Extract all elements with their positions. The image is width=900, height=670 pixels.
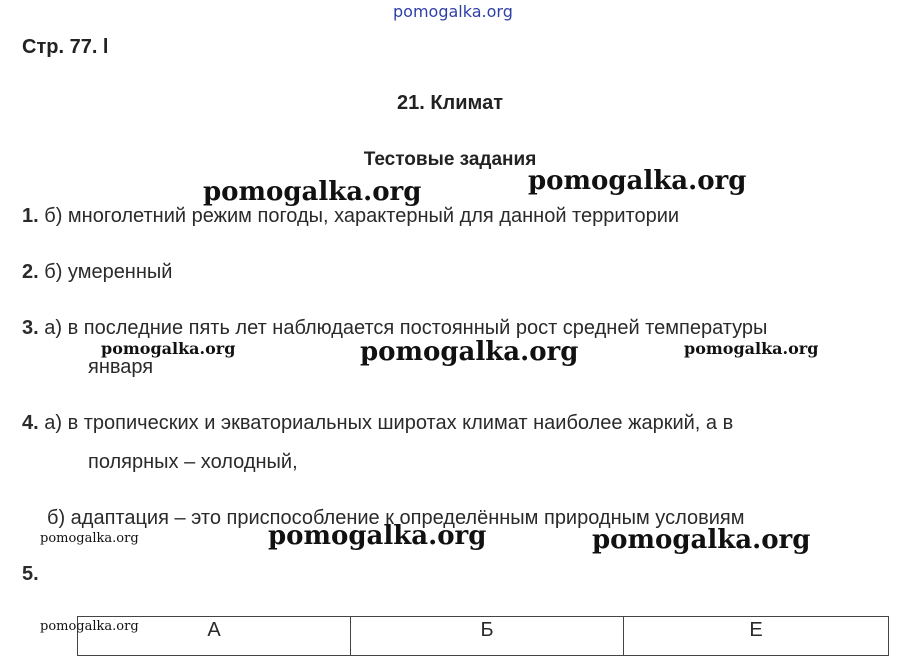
answer-4-continuation: полярных – холодный, (88, 451, 298, 473)
watermark: pomogalka.org (592, 525, 811, 555)
watermark: pomogalka.org (528, 166, 747, 196)
watermark: pomogalka.org (360, 337, 579, 367)
watermark: pomogalka.org (268, 521, 487, 551)
page-reference: Стр. 77. l (22, 36, 109, 58)
top-watermark[interactable]: pomogalka.org (393, 2, 513, 21)
answer-4 (22, 412, 733, 435)
answer-text: б) умеренный (38, 261, 173, 283)
answer-1 (22, 205, 679, 228)
answer-table (77, 616, 889, 656)
answer-4-b: б) адаптация – это приспособление к определённым природным условиям (47, 507, 745, 529)
table-cell: Е (624, 617, 889, 656)
watermark: pomogalka.org (40, 531, 139, 546)
answer-text: а) в тропических и экваториальных широтах климат наиболее жаркий, а в (38, 412, 734, 434)
watermark: pomogalka.org (40, 619, 139, 634)
watermark: pomogalka.org (101, 339, 236, 358)
watermark: pomogalka.org (684, 339, 819, 358)
answer-5 (22, 563, 39, 586)
page-title: 21. Климат (396, 92, 503, 114)
answer-text: а) в последние пять лет наблюдается постоянный рост средней температуры (38, 317, 768, 339)
answer-number: 5. (22, 563, 39, 585)
answer-3-continuation: января (88, 356, 154, 378)
answer-number: 1. (22, 205, 39, 227)
table-row (78, 617, 889, 656)
table-cell: Б (351, 617, 624, 656)
section-subtitle: Тестовые задания (363, 149, 537, 170)
answer-2 (22, 261, 172, 284)
answer-text: б) многолетний режим погоды, характерный для данной территории (38, 205, 680, 227)
watermark: pomogalka.org (203, 177, 422, 207)
answer-number: 4. (22, 412, 39, 434)
answer-number: 3. (22, 317, 39, 339)
answer-number: 2. (22, 261, 39, 283)
table-cell: А (78, 617, 351, 656)
